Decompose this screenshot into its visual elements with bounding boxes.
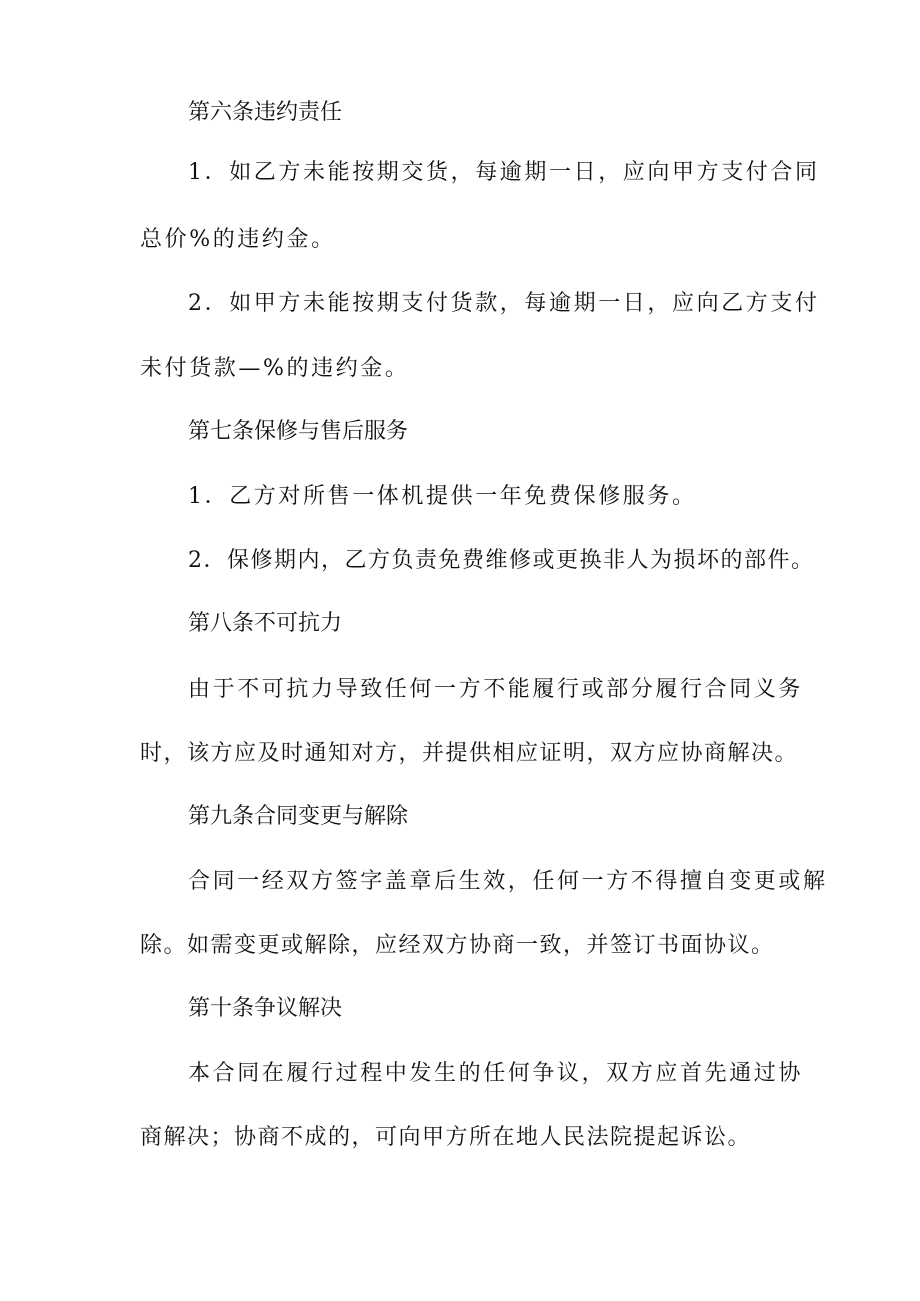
section-heading: 第七条保修与售后服务 [188, 419, 409, 444]
section-heading: 第八条不可抗力 [188, 611, 343, 636]
paragraph-line: 1．乙方对所售一体机提供一年免费保修服务。 [188, 484, 697, 509]
paragraph-line: 时，该方应及时通知对方，并提供相应证明，双方应协商解决。 [140, 741, 799, 766]
section-heading: 第十条争议解决 [188, 996, 343, 1021]
paragraph-line: 商解决；协商不成的，可向甲方所在地人民法院提起诉讼。 [140, 1125, 752, 1150]
paragraph-line: 2．保修期内，乙方负责免费维修或更换非人为损坏的部件。 [188, 548, 815, 573]
paragraph-line: 2．如甲方未能按期支付货款，每逾期一日，应向乙方支付 [188, 291, 820, 316]
paragraph-line: 1．如乙方未能按期交货，每逾期一日，应向甲方支付合同 [188, 160, 820, 185]
paragraph-line: 由于不可抗力导致任何一方不能履行或部分履行合同义务 [188, 677, 804, 702]
paragraph-line: 总价%的违约金。 [140, 227, 336, 252]
paragraph-line: 本合同在履行过程中发生的任何争议，双方应首先通过协 [188, 1061, 804, 1086]
section-heading: 第九条合同变更与解除 [188, 804, 409, 829]
paragraph-line: 合同一经双方签字盖章后生效，任何一方不得擅自变更或解 [188, 869, 828, 894]
paragraph-line: 未付货款—%的违约金。 [140, 356, 410, 381]
paragraph-line: 除。如需变更或解除，应经双方协商一致，并签订书面协议。 [140, 933, 775, 958]
section-heading: 第六条违约责任 [188, 100, 343, 125]
